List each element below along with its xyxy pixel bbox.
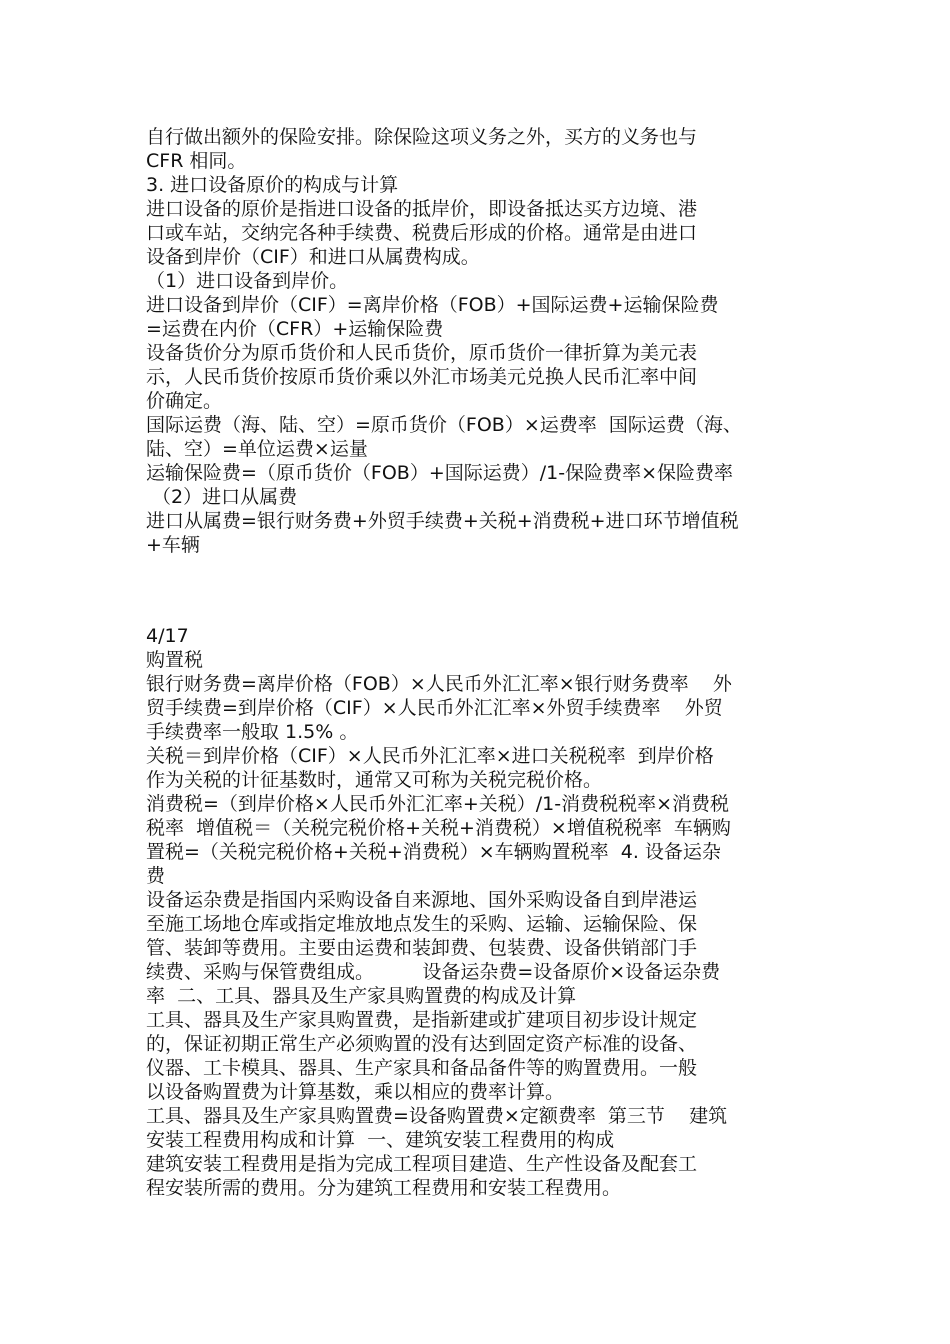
text-line: 自行做出额外的保险安排。除保险这项义务之外，买方的义务也与: [146, 126, 698, 148]
text-line: 设备运杂费是指国内采购设备自来源地、国外采购设备自到岸港运: [146, 889, 698, 911]
text-line: 国际运费（海、陆、空）=原币货价（FOB）×运费率 国际运费（海、: [146, 414, 742, 436]
text-line: 关税＝到岸价格（CIF）×人民币外汇汇率×进口关税税率 到岸价格: [146, 745, 714, 767]
text-line: 购置税: [146, 649, 204, 671]
text-line: 口或车站，交纳完各种手续费、税费后形成的价格。通常是由进口: [146, 222, 698, 244]
text-block-lower: [146, 624, 826, 1200]
text-line: 的，保证初期正常生产必须购置的没有达到固定资产标准的设备、: [146, 1033, 698, 1055]
text-line: 进口设备的原价是指进口设备的抵岸价，即设备抵达买方边境、港: [146, 198, 698, 220]
text-line: （1）进口设备到岸价。: [146, 270, 349, 292]
text-line: 程安装所需的费用。分为建筑工程费用和安装工程费用。: [146, 1177, 622, 1199]
text-line: 仪器、工卡模具、器具、生产家具和备品备件等的购置费用。一般: [146, 1057, 698, 1079]
text-line: 价确定。: [146, 390, 223, 412]
text-line: 税率 增值税＝（关税完税价格+关税+消费税）×增值税税率 车辆购: [146, 817, 731, 839]
text-line: 工具、器具及生产家具购置费，是指新建或扩建项目初步设计规定: [146, 1009, 698, 1031]
text-line: 率 二、工具、器具及生产家具购置费的构成及计算: [146, 985, 577, 1007]
text-line: 贸手续费=到岸价格（CIF）×人民币外汇汇率×外贸手续费率 外贸: [146, 697, 723, 719]
text-line: 置税=（关税完税价格+关税+消费税）×车辆购置税率 4. 设备运杂: [146, 841, 721, 863]
text-line: =运费在内价（CFR）+运输保险费: [146, 318, 444, 340]
text-line: 费: [146, 865, 166, 887]
text-line: 进口从属费=银行财务费+外贸手续费+关税+消费税+进口环节增值税: [146, 510, 739, 532]
text-line: （2）进口从属费: [146, 486, 298, 508]
text-block-upper: [146, 125, 826, 557]
text-line: 示，人民币货价按原币货价乘以外汇市场美元兑换人民币汇率中间: [146, 366, 698, 388]
text-line: 消费税=（到岸价格×人民币外汇汇率+关税）/1-消费税税率×消费税: [146, 793, 730, 815]
text-line: 设备到岸价（CIF）和进口从属费构成。: [146, 246, 480, 268]
text-line: 3. 进口设备原价的构成与计算: [146, 174, 399, 196]
text-line: 建筑安装工程费用是指为完成工程项目建造、生产性设备及配套工: [146, 1153, 698, 1175]
text-line: 4/17: [146, 625, 189, 647]
text-line: 作为关税的计征基数时，通常又可称为关税完税价格。: [146, 769, 603, 791]
text-line: 银行财务费=离岸价格（FOB）×人民币外汇汇率×银行财务费率 外: [146, 673, 732, 695]
text-line: 进口设备到岸价（CIF）=离岸价格（FOB）+国际运费+运输保险费: [146, 294, 719, 316]
text-line: 工具、器具及生产家具购置费=设备购置费×定额费率 第三节 建筑: [146, 1105, 728, 1127]
text-line: 运输保险费=（原币货价（FOB）+国际运费）/1-保险费率×保险费率: [146, 462, 734, 484]
text-line: 陆、空）=单位运费×运量: [146, 438, 368, 460]
text-line: 至施工场地仓库或指定堆放地点发生的采购、运输、运输保险、保: [146, 913, 698, 935]
text-line: 设备货价分为原币货价和人民币货价，原币货价一律折算为美元表: [146, 342, 698, 364]
text-line: CFR 相同。: [146, 150, 247, 172]
text-line: 安装工程费用构成和计算 一、建筑安装工程费用的构成: [146, 1129, 615, 1151]
text-line: 手续费率一般取 1.5% 。: [146, 721, 359, 743]
text-line: +车辆: [146, 534, 200, 556]
text-line: 管、装卸等费用。主要由运费和装卸费、包装费、设备供销部门手: [146, 937, 698, 959]
text-line: 以设备购置费为计算基数，乘以相应的费率计算。: [146, 1081, 565, 1103]
text-line: 续费、采购与保管费组成。 设备运杂费=设备原价×设备运杂费: [146, 961, 721, 983]
